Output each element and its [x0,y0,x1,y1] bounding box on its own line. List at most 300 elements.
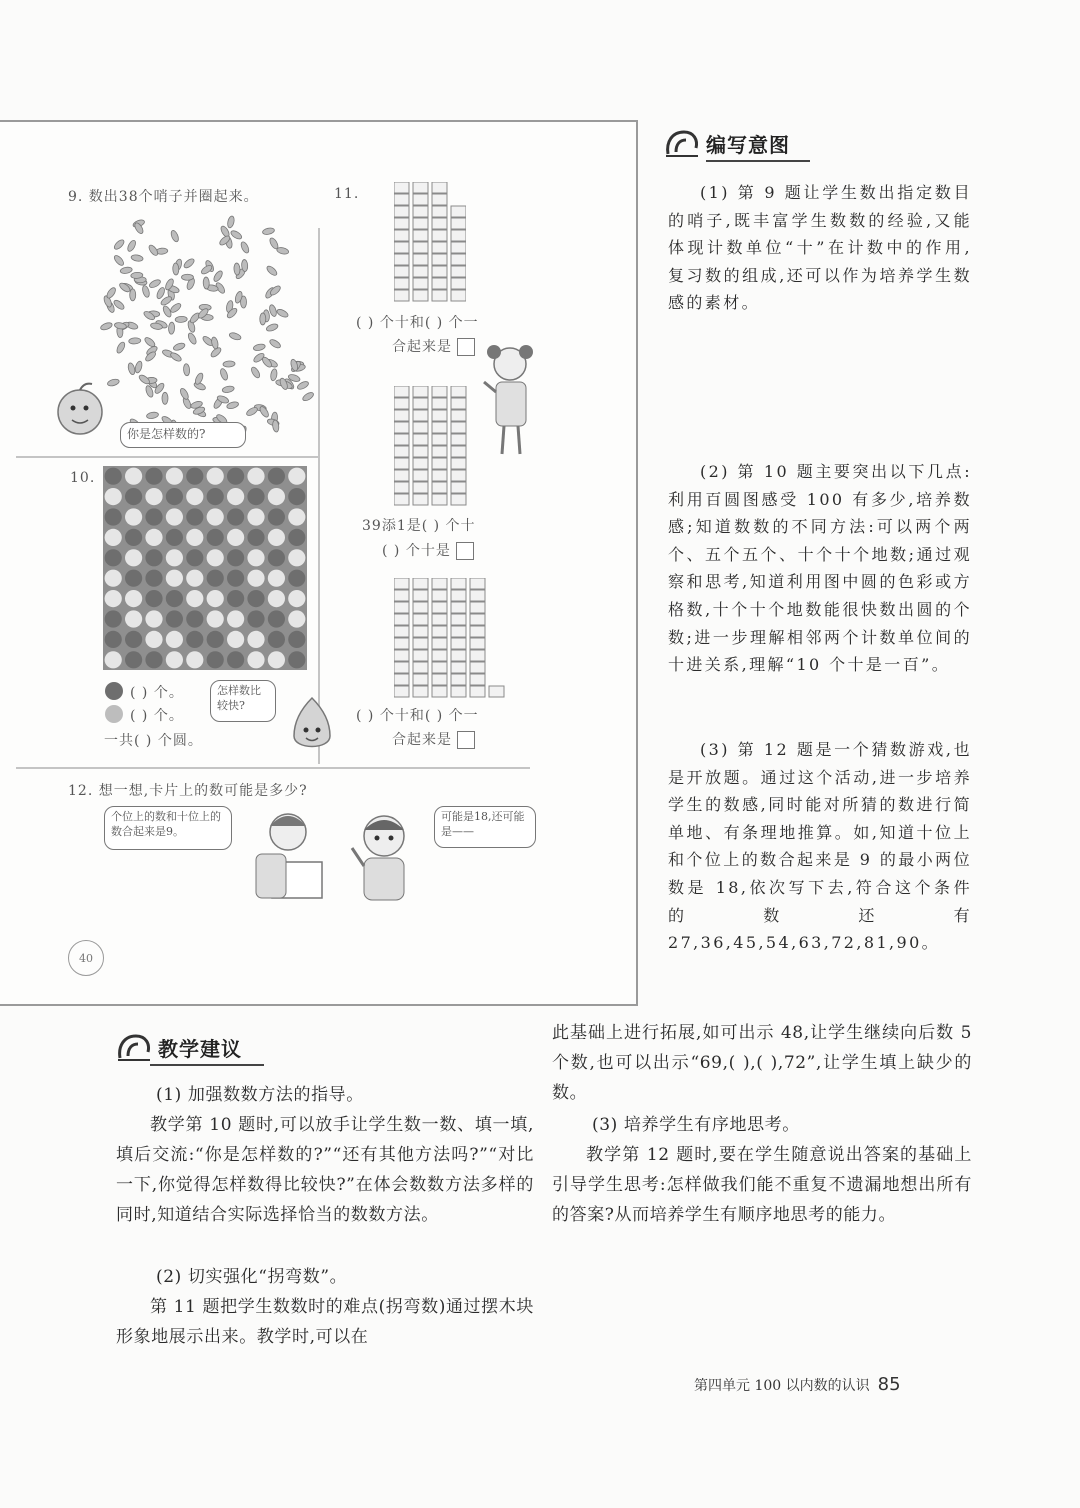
grid-circle [186,570,203,587]
grid-circle [247,570,264,587]
whistle [270,368,278,381]
dark-circle-count: ( ) 个。 [130,685,184,701]
whistle [141,285,150,298]
grid-circle [186,610,203,627]
block-cube [413,386,428,397]
block-cube [451,602,466,613]
grid-circle [105,529,122,546]
grid-circle [207,610,224,627]
grid-circle [288,590,305,607]
grid-circle [186,508,203,525]
intent-paragraph-1: (1) 第 9 题让学生数出指定数目的哨子,既丰富学生数数的经验,又能体现计数单位“十”在计数中的作用,复习数的组成,还可以作为培养学生数感的素材。 [668,183,972,313]
grid-circle [186,529,203,546]
grid-circle [207,549,224,566]
grid-circle [105,468,122,485]
cartoon-boy-character [344,808,424,904]
footer-page-number: 85 [877,1374,901,1395]
block-cube [413,470,428,481]
block-cube [413,230,428,241]
whistle [168,322,175,334]
block-cube [451,398,466,409]
whistle [219,368,229,381]
grid-circle [268,610,285,627]
grid-circle [207,570,224,587]
block-cube [432,422,447,433]
block-cube [470,626,485,637]
block-cube [451,590,466,601]
block-cube [413,614,428,625]
block-cube [413,422,428,433]
advice-paragraph-2-part1: 第 11 题把学生数数时的难点(拐弯数)通过摆木块形象地展示出来。教学时,可以在 [116,1297,534,1347]
block-cube [451,614,466,625]
block-cube [413,410,428,421]
grid-circle [227,549,244,566]
grid-circle [227,631,244,648]
block-cube [394,410,409,421]
grid-circle [227,651,244,668]
advice-subheading-1: (1) 加强数数方法的指导。 [156,1085,364,1105]
block-cube [394,218,409,229]
grid-circle [105,631,122,648]
grid-circle [105,570,122,587]
whistle [179,387,190,400]
whistle [234,263,241,275]
block-cube [432,398,447,409]
grid-circle [145,631,162,648]
block-cube [394,194,409,205]
block-cube [432,650,447,661]
block-cube [394,638,409,649]
block-cube [432,206,447,217]
grid-circle [227,468,244,485]
block-cube [470,614,485,625]
block-cube [451,674,466,685]
cartoon-girl-character [480,342,550,466]
whistle [138,373,151,385]
block-cube [394,278,409,289]
whistle [120,266,133,274]
grid-circle [227,610,244,627]
block-cube [451,290,466,301]
block-cube [451,230,466,241]
whistle [148,278,161,289]
grid-circle [166,549,183,566]
grid-circle [227,570,244,587]
whistle [301,391,314,402]
grid-circle [268,651,285,668]
advice-paragraph-3: 教学第 12 题时,要在学生随意说出答案的基础上引导学生思考:怎样做我们能不重复不遗漏地想出所有的答案?从而培养学生有顺序地思考的能力。 [552,1145,972,1225]
whistle [172,342,185,352]
whistle [162,392,168,404]
grid-circle [288,631,305,648]
grid-circle [125,529,142,546]
grid-circle [288,488,305,505]
grid-circle [288,651,305,668]
block-cube [413,590,428,601]
exercise-10-label: 10. [70,470,96,486]
whistle [183,257,196,269]
advice-subheading-2: (2) 切实强化“拐弯数”。 [156,1267,348,1287]
block-cube [432,590,447,601]
whistle [155,286,166,299]
whistle [113,238,126,251]
whistle-cluster [100,212,320,442]
block-cube [432,458,447,469]
block-cube [451,458,466,469]
block-cube [432,194,447,205]
grid-circle [105,651,122,668]
block-cube [451,422,466,433]
grid-circle [288,610,305,627]
block-cube [451,470,466,481]
tens-blocks-group-c [394,578,514,704]
grid-circle [288,549,305,566]
block-cube [394,386,409,397]
block-cube [413,650,428,661]
block-cube [470,662,485,673]
grid-circle [145,529,162,546]
block-cube [413,182,428,193]
grid-circle [207,529,224,546]
grid-circle [227,508,244,525]
grid-circle [207,468,224,485]
exercise-11-c-line1: ( ) 个十和( ) 个一 [356,708,479,724]
grid-circle [268,488,285,505]
light-circle-legend [104,704,124,728]
block-cube [451,578,466,589]
grid-circle [268,508,285,525]
block-cube [394,266,409,277]
whistle [143,336,156,348]
whistle [203,277,210,289]
block-cube [432,266,447,277]
answer-box[interactable] [457,338,475,356]
grid-circle [207,488,224,505]
block-cube [413,446,428,457]
cartoon-pear-character [286,692,338,758]
block-cube [432,218,447,229]
block-cube [394,290,409,301]
whistle [227,215,236,228]
block-cube [413,674,428,685]
divider [318,228,320,764]
whistle [170,229,180,242]
whistle [105,286,117,299]
whistle [240,241,251,254]
textbook-page-number: 40 [68,940,104,976]
block-cube [432,686,447,697]
grid-circle [105,508,122,525]
grid-circle [125,590,142,607]
exercise-11-c-line2: 合起来是 [392,729,475,749]
block-cube [394,458,409,469]
grid-circle [145,549,162,566]
block-cube [451,242,466,253]
intent-paragraph-3: (3) 第 12 题是一个猜数游戏,也是开放题。通过这个活动,进一步培养学生的数感,同时能对所猜的数进行简单地、有条理地推算。如,知道十位上和个位上的数合起来是 9 的最小两位数是 18,依次写下去,符合这个条件的数还有 27,36,45,54,63,72,81,90。 [668,740,972,953]
whistle [113,254,125,267]
grid-circle [105,549,122,566]
grid-circle [207,631,224,648]
grid-circle [166,631,183,648]
grid-circle [125,549,142,566]
whistle [276,308,289,319]
exercise-11-label: 11. [334,186,360,202]
grid-circle [268,631,285,648]
divider [16,767,530,769]
block-cube [394,182,409,193]
dark-circle-legend [104,681,124,705]
block-cube [451,386,466,397]
whistle [228,331,241,341]
grid-circle [247,590,264,607]
block-cube [432,386,447,397]
block-cube [394,602,409,613]
exercise-11-a-line1: ( ) 个十和( ) 个一 [356,315,479,331]
grid-circle [145,468,162,485]
block-cube [413,686,428,697]
whistle [250,366,261,379]
block-cube [470,686,485,697]
grid-circle [227,488,244,505]
grid-circle [288,468,305,485]
grid-circle [125,508,142,525]
block-cube [413,278,428,289]
answer-box[interactable] [457,731,475,749]
block-cube [470,578,485,589]
tens-blocks-group-b [394,386,490,512]
grid-circle [145,610,162,627]
hand-icon [116,1032,152,1062]
block-cube [394,398,409,409]
block-cube [413,494,428,505]
grid-circle [125,651,142,668]
grid-circle [268,590,285,607]
whistle [169,351,182,363]
grid-circle [125,488,142,505]
block-cube [432,254,447,265]
grid-circle [166,488,183,505]
grid-circle [288,529,305,546]
whistle [258,405,270,418]
block-cube [413,602,428,613]
whistle [230,229,243,240]
block-cube [432,662,447,673]
whistle [253,343,266,351]
total-circle-count: 一共( ) 个圆。 [104,733,203,749]
block-cube [394,626,409,637]
block-cube [413,578,428,589]
block-cube [413,638,428,649]
block-cube [470,638,485,649]
block-cube [451,266,466,277]
block-cube [451,218,466,229]
hundred-circle-grid [103,466,307,670]
header-underline [706,160,810,162]
block-cube [451,638,466,649]
grid-circle [247,508,264,525]
whistle [146,411,159,419]
grid-circle [247,529,264,546]
grid-circle [105,610,122,627]
grid-circle [145,651,162,668]
whistle [129,337,141,344]
cartoon-girl-with-card [246,806,336,902]
block-cube [432,182,447,193]
whistle [194,372,205,385]
grid-circle [227,529,244,546]
exercise-12-prompt: 12. 想一想,卡片上的数可能是多少? [68,783,308,799]
grid-circle [247,549,264,566]
block-cube [394,578,409,589]
divider [16,456,318,458]
grid-circle [247,488,264,505]
grid-circle [145,488,162,505]
whistle [222,385,235,393]
exercise-12-right-bubble: 可能是18,还可能是—— [434,806,536,848]
block-cube [394,614,409,625]
whistle [134,360,143,373]
block-cube [394,470,409,481]
block-cube [432,614,447,625]
block-cube [413,206,428,217]
grid-circle [125,570,142,587]
exercise-11-a-line2: 合起来是 [392,336,475,356]
block-cube [413,290,428,301]
footer-unit-title: 第四单元 100 以内数的认识 [694,1378,870,1394]
exercise-9-speech-bubble: 你是怎样数的? [120,422,246,448]
grid-circle [207,508,224,525]
grid-circle [288,570,305,587]
whistle [276,246,289,255]
whistle [115,341,126,354]
intent-header [664,128,790,158]
grid-circle [227,590,244,607]
block-cube [451,278,466,289]
grid-circle [186,651,203,668]
block-cube [451,410,466,421]
grid-circle [166,610,183,627]
block-cube [394,230,409,241]
light-circle-count: ( ) 个。 [130,708,184,724]
whistle [268,237,279,250]
whistle [262,227,275,235]
grid-circle [166,590,183,607]
grid-circle [125,610,142,627]
intent-paragraph-2: (2) 第 10 题主要突出以下几点:利用百圆图感受 100 有多少,培养数感;知道数数的不同方法:可以两个两个、五个五个、十个十个地数;通过观察和思考,知道利用图中圆的色彩或方格数,十个十个地数能很快数出圆的个数;进一步理解相邻两个计数单位间的十进关系,理解“10 个十是一百”。 [668,462,972,675]
block-cube [413,626,428,637]
grid-circle [125,631,142,648]
block-cube [394,662,409,673]
block-cube [432,242,447,253]
page-footer [694,1374,901,1395]
block-cube [413,254,428,265]
advice-title: 教学建议 [158,1036,242,1061]
block-cube [432,602,447,613]
whistle [211,336,219,349]
block-cube [432,626,447,637]
block-cube [394,482,409,493]
block-cube [451,206,466,217]
block-cube [413,242,428,253]
block-cube [432,446,447,457]
block-cube [413,266,428,277]
block-cube [432,494,447,505]
block-cube [451,662,466,673]
whistle [107,378,120,387]
whistle [100,321,113,331]
tens-blocks-group-a [394,182,466,308]
grid-circle [207,590,224,607]
grid-circle [268,529,285,546]
whistle [183,364,190,376]
block-cube [394,206,409,217]
grid-circle [247,468,264,485]
block-cube [451,254,466,265]
block-cube [394,254,409,265]
whistle [212,270,224,283]
block-cube [451,482,466,493]
grid-circle [247,610,264,627]
block-cube [394,434,409,445]
whistle [265,323,278,333]
block-cube [394,590,409,601]
whistle [130,289,136,301]
whistle [175,316,187,323]
grid-circle [166,570,183,587]
block-cube [394,242,409,253]
block-cube [394,674,409,685]
grid-circle [145,570,162,587]
whistle [127,362,136,375]
block-cube [413,434,428,445]
whistle [268,338,281,350]
block-cube [432,482,447,493]
advice-paragraph-2-part2: 此基础上进行拓展,如可出示 48,让学生继续向后数 5 个数,也可以出示“69,( ),( ),72”,让学生填上缺少的数。 [552,1023,972,1103]
grid-circle [166,529,183,546]
whistle [260,313,266,325]
block-cube [394,686,409,697]
intent-title: 编写意图 [706,132,790,157]
whistle [223,361,235,368]
block-cube [489,686,504,697]
block-cube [432,578,447,589]
block-cube [470,674,485,685]
block-cube [394,494,409,505]
advice-header [116,1032,242,1062]
whistle [265,265,278,277]
block-cube [470,590,485,601]
block-cube [432,638,447,649]
block-cube [394,650,409,661]
exercise-10-speech-bubble: 怎样数比较快? [210,680,276,722]
grid-circle [125,468,142,485]
grid-circle [268,570,285,587]
grid-circle [186,590,203,607]
grid-circle [186,549,203,566]
header-underline [150,1064,264,1066]
grid-circle [166,508,183,525]
exercise-11-b-line1: 39添1是( ) 个十 [362,518,476,534]
block-cube [432,410,447,421]
whistle [181,274,193,280]
block-cube [432,230,447,241]
grid-circle [186,468,203,485]
block-cube [451,494,466,505]
grid-circle [186,631,203,648]
block-cube [413,218,428,229]
block-cube [394,446,409,457]
answer-box[interactable] [456,542,474,560]
